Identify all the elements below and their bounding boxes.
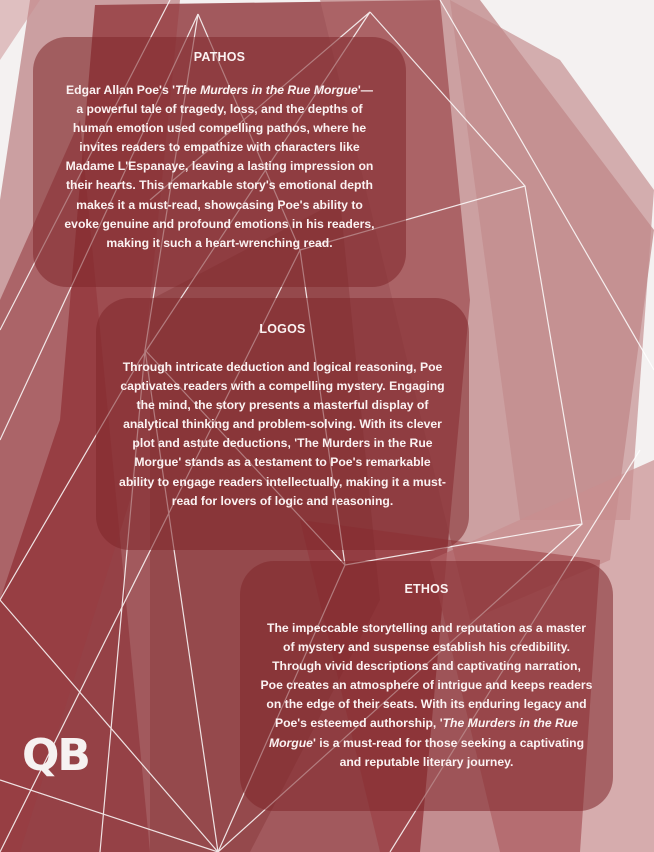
logos-heading: LOGOS — [259, 322, 306, 336]
ethos-book-title: The Murders in the Rue Morgue — [268, 716, 579, 750]
ethos-text: The impeccable storytelling and reputation as a master of mystery and suspense establish his credibility. Through vivid descriptions and captivating narration, Poe creates an atmosphere of intrigue and keeps readers on the edge of their seats. With its enduring legacy and Poe's esteemed authorship, 'The Murders in the Rue Morgue' is a must-read for those seeking a captivating and reputable literary journey. — [260, 621, 593, 769]
logos-text: Through intricate deduction and logical reasoning, Poe captivates readers with a compelling mystery. Engaging the mind, the story presents a masterful display of analytical thinking and problem-solving. With its clever plot and astute deductions, 'The Murders in the Rue Morgue' stands as a testament to Poe's remarkable ability to engage readers intellectually, making it a must-read for lovers of logic and reasoning. — [119, 360, 446, 508]
pathos-heading: PATHOS — [193, 50, 246, 64]
logos-card — [96, 298, 469, 550]
pathos-text: Edgar Allan Poe's 'The Murders in the Rue Morgue'—a powerful tale of tragedy, loss, and the depths of human emotion used compelling pathos, where he invites readers to empathize with characters like Madame L'Espanaye, leaving a lasting impression on their hearts. This remarkable story's emotional depth makes it a must-read, showcasing Poe's ability to evoke genuine and profound emotions in his readers, making it such a heart-wrenching read. — [64, 83, 375, 250]
pathos-book-title: The Murders in the Rue Morgue — [175, 83, 358, 97]
ethos-card — [240, 561, 613, 811]
ethos-heading: ETHOS — [404, 582, 449, 596]
qb-logo: QB — [22, 730, 89, 781]
pathos-card — [33, 37, 406, 287]
